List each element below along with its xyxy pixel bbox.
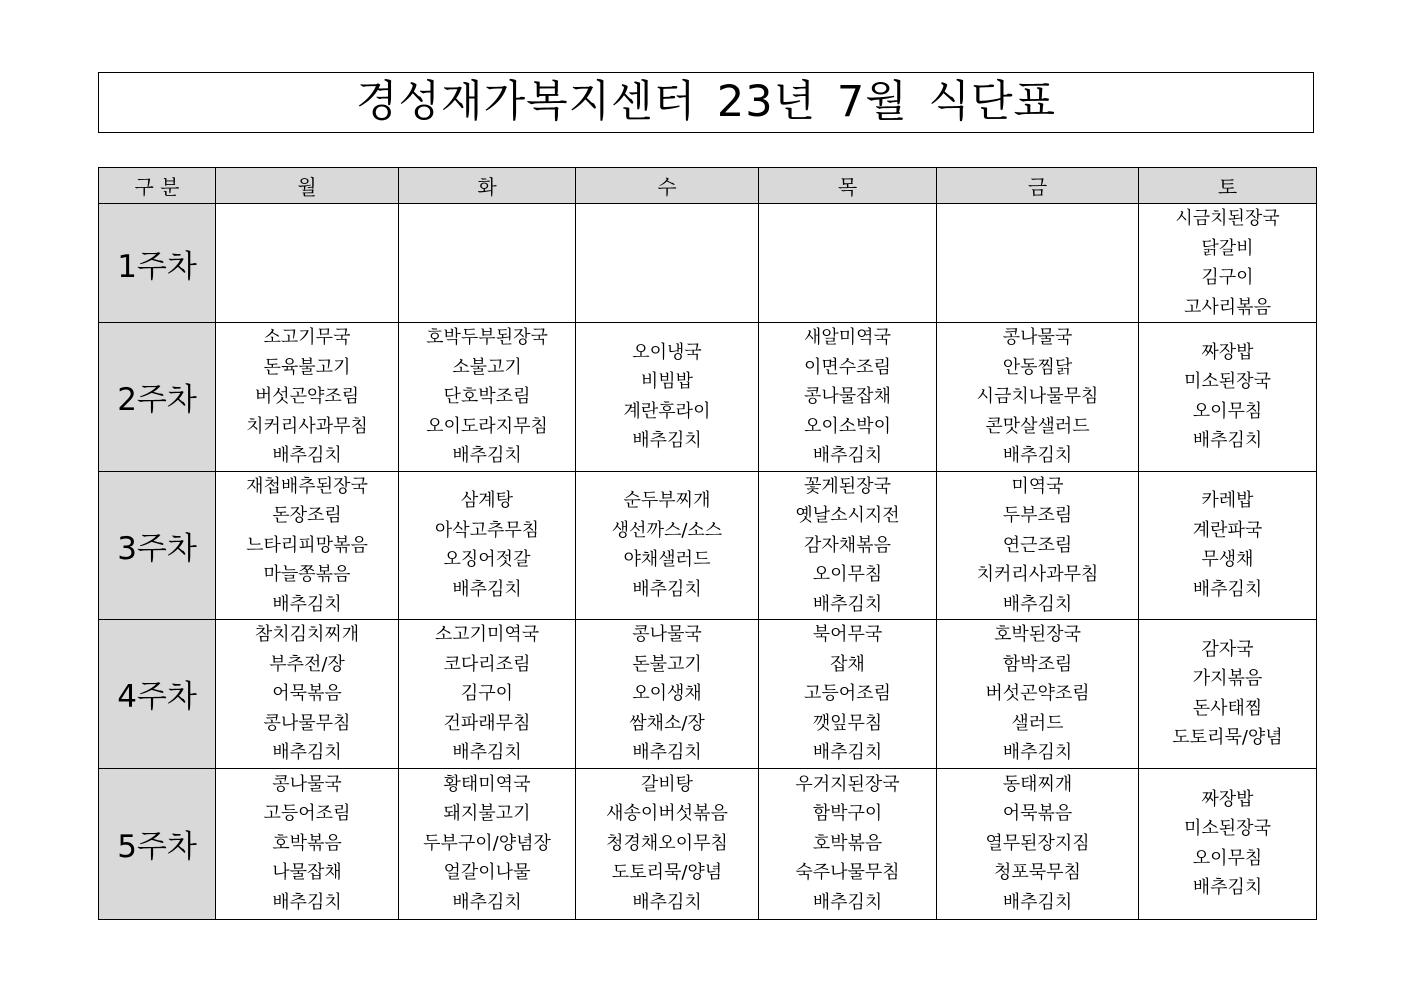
menu-item: 시금치나물무침	[976, 386, 1099, 407]
menu-item: 비빔밥	[640, 371, 694, 393]
menu-cell-thursday	[759, 620, 937, 769]
menu-list	[937, 323, 1138, 471]
menu-item: 감자채볶음	[804, 534, 891, 556]
menu-item: 미소된장국	[1184, 818, 1271, 839]
menu-item: 단호박조림	[443, 386, 531, 407]
menu-item: 고등어조림	[263, 803, 351, 825]
menu-list	[1139, 486, 1316, 604]
menu-list	[759, 472, 936, 620]
menu-list	[937, 472, 1138, 620]
menu-cell-wednesday	[576, 323, 759, 472]
menu-item: 마늘쫑볶음	[263, 564, 351, 585]
menu-list	[1139, 338, 1316, 456]
menu-list	[216, 472, 398, 620]
menu-list	[399, 620, 575, 768]
menu-item: 배추김치	[272, 742, 342, 763]
menu-list	[759, 770, 936, 918]
menu-list	[759, 620, 936, 768]
menu-list	[1139, 635, 1316, 753]
menu-item: 콩나물국	[632, 624, 702, 645]
menu-item: 배추김치	[812, 742, 883, 763]
menu-list	[216, 323, 398, 471]
menu-item: 함박구이	[812, 803, 883, 825]
menu-list	[216, 620, 398, 768]
menu-item: 콩나물국	[1002, 327, 1073, 348]
menu-cell-friday	[937, 204, 1139, 323]
menu-item: 고사리볶음	[1184, 296, 1271, 318]
menu-item: 돈육불고기	[263, 356, 351, 378]
menu-item: 김구이	[460, 683, 514, 704]
menu-item: 샐러드	[1011, 712, 1064, 734]
menu-item: 치커리사과무침	[976, 564, 1099, 585]
meal-plan-table	[98, 167, 1317, 920]
menu-cell-tuesday	[399, 323, 576, 472]
menu-item: 갈비탕	[640, 773, 694, 795]
menu-item: 콘맛살샐러드	[985, 415, 1090, 437]
menu-item: 안동찜닭	[1002, 356, 1073, 378]
menu-item: 배추김치	[1002, 593, 1073, 615]
menu-list	[576, 486, 758, 604]
menu-list	[937, 620, 1138, 768]
menu-item: 배추김치	[452, 891, 522, 913]
menu-item: 도토리묵/양념	[611, 862, 723, 884]
menu-item: 오이도라지무침	[426, 415, 548, 437]
menu-item: 새알미역국	[804, 327, 891, 348]
menu-item: 가지볶음	[1192, 668, 1263, 690]
menu-item: 오이무침	[1192, 400, 1263, 422]
menu-list	[576, 338, 758, 456]
menu-item: 감자국	[1201, 638, 1254, 660]
menu-item: 미역국	[1011, 475, 1064, 497]
menu-item: 무생채	[1201, 549, 1254, 571]
menu-item: 배추김치	[812, 891, 883, 913]
header-saturday: 토	[1139, 168, 1317, 204]
menu-item: 소고기미역국	[434, 624, 540, 645]
menu-cell-thursday	[759, 768, 937, 919]
menu-cell-saturday	[1139, 768, 1317, 919]
menu-item: 돈불고기	[632, 653, 702, 675]
menu-item: 연근조림	[1002, 534, 1073, 556]
menu-item: 호박볶음	[272, 832, 342, 854]
menu-item: 배추김치	[1192, 877, 1263, 898]
menu-list	[576, 770, 758, 918]
menu-cell-tuesday	[399, 768, 576, 919]
week-row	[99, 471, 1317, 620]
week-row	[99, 768, 1317, 919]
menu-cell-saturday	[1139, 620, 1317, 769]
menu-list	[216, 770, 398, 918]
menu-item: 새송이버섯볶음	[606, 803, 728, 825]
menu-cell-tuesday	[399, 620, 576, 769]
menu-item: 닭갈비	[1201, 237, 1254, 259]
week-label: 4주차	[99, 620, 216, 769]
menu-cell-wednesday	[576, 768, 759, 919]
menu-item: 버섯곤약조림	[985, 683, 1090, 704]
menu-item: 나물잡채	[272, 862, 342, 884]
menu-item: 짜장밥	[1201, 788, 1254, 810]
menu-item: 배추김치	[1002, 742, 1073, 763]
menu-item: 미소된장국	[1184, 371, 1271, 393]
menu-item: 돼지불고기	[443, 803, 531, 825]
menu-cell-friday	[937, 323, 1139, 472]
menu-cell-saturday	[1139, 204, 1317, 323]
menu-item: 오이생채	[632, 683, 702, 704]
menu-item: 코다리조림	[443, 653, 531, 675]
menu-item: 두부구이/양념장	[423, 832, 551, 854]
menu-cell-tuesday	[399, 204, 576, 323]
menu-item: 청경채오이무침	[606, 832, 728, 854]
menu-item: 호박두부된장국	[426, 327, 548, 348]
menu-item: 오이냉국	[632, 341, 702, 363]
menu-item: 돈사태찜	[1192, 697, 1263, 719]
menu-item: 배추김치	[632, 430, 702, 452]
menu-item: 배추김치	[452, 742, 522, 763]
menu-cell-wednesday	[576, 204, 759, 323]
menu-cell-wednesday	[576, 471, 759, 620]
menu-cell-friday	[937, 768, 1139, 919]
menu-cell-monday	[216, 323, 399, 472]
menu-item: 도토리묵/양념	[1172, 727, 1283, 749]
menu-item: 황태미역국	[443, 773, 531, 795]
menu-cell-tuesday	[399, 471, 576, 620]
menu-cell-thursday	[759, 471, 937, 620]
week-row	[99, 323, 1317, 472]
menu-item: 카레밥	[1201, 490, 1254, 512]
menu-cell-thursday	[759, 204, 937, 323]
menu-item: 동태찌개	[1002, 773, 1073, 795]
menu-cell-monday	[216, 471, 399, 620]
menu-list	[399, 486, 575, 604]
menu-item: 참치김치찌개	[254, 624, 360, 645]
week-label: 5주차	[99, 768, 216, 919]
menu-item: 배추김치	[632, 891, 702, 913]
week-label: 1주차	[99, 204, 216, 323]
menu-item: 청포묵무침	[994, 862, 1081, 884]
header-thursday: 목	[759, 168, 937, 204]
menu-cell-monday	[216, 620, 399, 769]
menu-item: 콩나물국	[272, 773, 342, 795]
page-title: 경성재가복지센터 23년 7월 식단표	[355, 77, 1057, 127]
menu-item: 배추김치	[272, 593, 342, 615]
menu-item: 계란후라이	[623, 400, 711, 422]
menu-item: 잡채	[830, 653, 865, 675]
menu-item: 우거지된장국	[795, 773, 900, 795]
menu-cell-friday	[937, 620, 1139, 769]
menu-item: 얼갈이나물	[443, 862, 531, 884]
menu-cell-saturday	[1139, 471, 1317, 620]
menu-list	[399, 323, 575, 471]
menu-cell-friday	[937, 471, 1139, 620]
menu-item: 어묵볶음	[272, 683, 342, 704]
menu-item: 배추김치	[632, 742, 702, 763]
menu-cell-thursday	[759, 323, 937, 472]
week-row	[99, 620, 1317, 769]
menu-item: 어묵볶음	[1002, 803, 1073, 825]
week-label: 2주차	[99, 323, 216, 472]
menu-item: 북어무국	[812, 624, 883, 645]
menu-item: 열무된장지짐	[985, 832, 1090, 854]
menu-list	[937, 770, 1138, 918]
menu-list	[759, 323, 936, 471]
menu-cell-wednesday	[576, 620, 759, 769]
menu-item: 배추김치	[632, 578, 702, 600]
title-box	[98, 72, 1314, 133]
menu-item: 생선까스/소스	[611, 519, 723, 541]
menu-item: 콩나물무침	[263, 712, 351, 734]
menu-item: 소불고기	[452, 356, 522, 378]
menu-item: 순두부찌개	[623, 490, 711, 512]
menu-list	[1139, 204, 1316, 322]
menu-item: 아삭고추무침	[434, 519, 540, 541]
menu-item: 배추김치	[1002, 445, 1073, 466]
menu-item: 이면수조림	[804, 356, 891, 378]
menu-item: 배추김치	[812, 593, 883, 615]
menu-item: 두부조림	[1002, 505, 1073, 526]
menu-item: 호박볶음	[812, 832, 883, 854]
menu-item: 배추김치	[272, 445, 342, 466]
menu-cell-saturday	[1139, 323, 1317, 472]
menu-item: 돈장조림	[272, 505, 342, 526]
menu-item: 삼계탕	[460, 490, 514, 512]
menu-item: 버섯곤약조림	[254, 386, 360, 407]
menu-item: 배추김치	[1192, 578, 1263, 600]
menu-item: 고등어조림	[804, 683, 891, 704]
menu-item: 배추김치	[272, 891, 342, 913]
menu-item: 계란파국	[1192, 519, 1263, 541]
menu-item: 배추김치	[1002, 891, 1073, 913]
menu-item: 쌈채소/장	[629, 712, 705, 734]
menu-item: 호박된장국	[994, 624, 1081, 645]
header-row	[99, 168, 1317, 204]
menu-item: 옛날소시지전	[795, 505, 900, 526]
week-row	[99, 204, 1317, 323]
menu-item: 오이무침	[812, 564, 883, 585]
header-wednesday: 수	[576, 168, 759, 204]
menu-item: 배추김치	[812, 445, 883, 466]
menu-item: 짜장밥	[1201, 341, 1254, 363]
menu-item: 건파래무침	[443, 712, 531, 734]
menu-item: 배추김치	[452, 445, 522, 466]
menu-item: 느타리피망볶음	[246, 534, 368, 556]
header-friday: 금	[937, 168, 1139, 204]
header-tuesday: 화	[399, 168, 576, 204]
menu-item: 치커리사과무침	[246, 415, 368, 437]
menu-item: 숙주나물무침	[795, 862, 900, 884]
menu-item: 배추김치	[1192, 430, 1263, 452]
menu-item: 오이무침	[1192, 847, 1263, 869]
menu-item: 꽃게된장국	[804, 475, 891, 497]
menu-item: 부추전/장	[269, 653, 345, 675]
menu-list	[576, 620, 758, 768]
menu-list	[1139, 785, 1316, 903]
menu-item: 콩나물잡채	[804, 386, 891, 407]
menu-item: 함박조림	[1002, 653, 1073, 675]
header-category: 구 분	[99, 168, 216, 204]
header-monday: 월	[216, 168, 399, 204]
menu-item: 소고기무국	[263, 327, 351, 348]
menu-cell-monday	[216, 204, 399, 323]
menu-item: 배추김치	[452, 578, 522, 600]
menu-item: 시금치된장국	[1175, 208, 1280, 229]
menu-list	[399, 770, 575, 918]
menu-item: 재첩배추된장국	[246, 475, 368, 497]
menu-item: 오이소박이	[804, 415, 891, 437]
menu-item: 김구이	[1201, 267, 1254, 288]
menu-cell-monday	[216, 768, 399, 919]
menu-item: 오징어젓갈	[443, 549, 531, 571]
menu-item: 깻잎무침	[812, 712, 883, 734]
week-label: 3주차	[99, 471, 216, 620]
menu-item: 야채샐러드	[623, 549, 711, 571]
